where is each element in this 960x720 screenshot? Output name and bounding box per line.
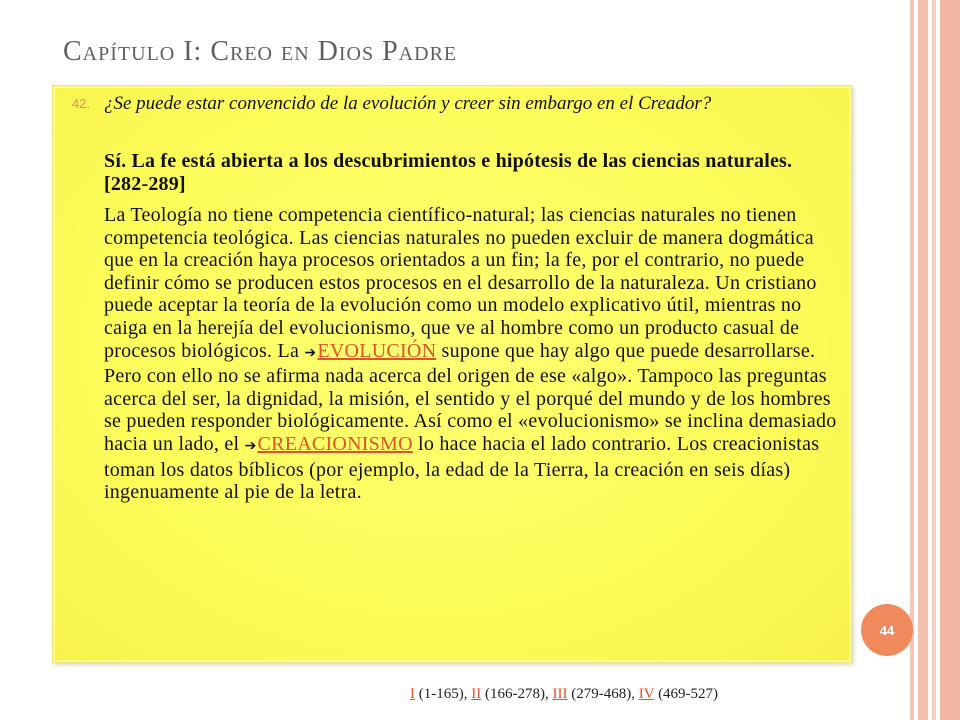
footer-link-part-2[interactable]: II (471, 686, 482, 702)
question-number: 42. (72, 96, 91, 111)
stripe (918, 0, 928, 720)
stripe (910, 0, 914, 720)
body-text-part-2: supone que hay algo que puede desarrollarse. Pero con ello no se afirma nada acerca del origen de ese «algo». Tampoco las preguntas acerca del ser, la dignidad, la misión, el sentido y el porqué del mundo y de los hombres se pueden responder biológicamente. Así como el «evolucionismo» se inclina demasiado hacia un lado, el (104, 339, 837, 455)
footer-range: (166-278), (481, 686, 553, 702)
stripe (940, 0, 960, 720)
footer-link-part-1[interactable]: I (410, 686, 415, 702)
question-text: ¿Se puede estar convencido de la evolución y creer sin embargo en el Creador? (104, 93, 712, 114)
slide-title: Capítulo I: Creo en Dios Padre (63, 36, 458, 67)
evolucion-link[interactable]: EVOLUCIÓN (317, 339, 437, 362)
footer-link-part-3[interactable]: III (552, 686, 568, 702)
stripe (932, 0, 936, 720)
footer-navigation (410, 686, 840, 703)
footer-range: (469-527) (654, 686, 719, 702)
arrow-right-icon: ➔ (244, 438, 257, 454)
footer-range: (1-165), (415, 686, 472, 702)
decorative-stripes (910, 0, 960, 720)
arrow-right-icon: ➔ (304, 345, 317, 361)
answer-body (104, 204, 844, 504)
body-text-part-1: La Teología no tiene competencia científico-natural; las ciencias naturales no tienen competencia teológica. Las ciencias naturales no pueden excluir de manera dogmática que en la creación haya procesos orientados a un fin; la fe, por el contrario, no puede definir cómo se producen estos procesos en el desarrollo de la naturaleza. Un cristiano puede aceptar la teoría de la evolución como un modelo explicativo útil, mientras no caiga en la herejía del evolucionismo, que ve al hombre como un producto casual de procesos biológicos. La (104, 204, 817, 362)
body-text-part-3: lo hace hacia el lado contrario. Los creacionistas toman los datos bíblicos (por ejemplo, la edad de la Tierra, la creación en seis días) ingenuamente al pie de la letra. (104, 432, 820, 504)
creacionismo-link[interactable]: CREACIONISMO (257, 432, 413, 455)
answer-summary: Sí. La fe está abierta a los descubrimientos e hipótesis de las ciencias naturales. [282-289] (104, 150, 793, 195)
footer-link-part-4[interactable]: IV (638, 686, 655, 702)
footer-range: (279-468), (567, 686, 639, 702)
page-number-badge: 44 (861, 604, 913, 656)
